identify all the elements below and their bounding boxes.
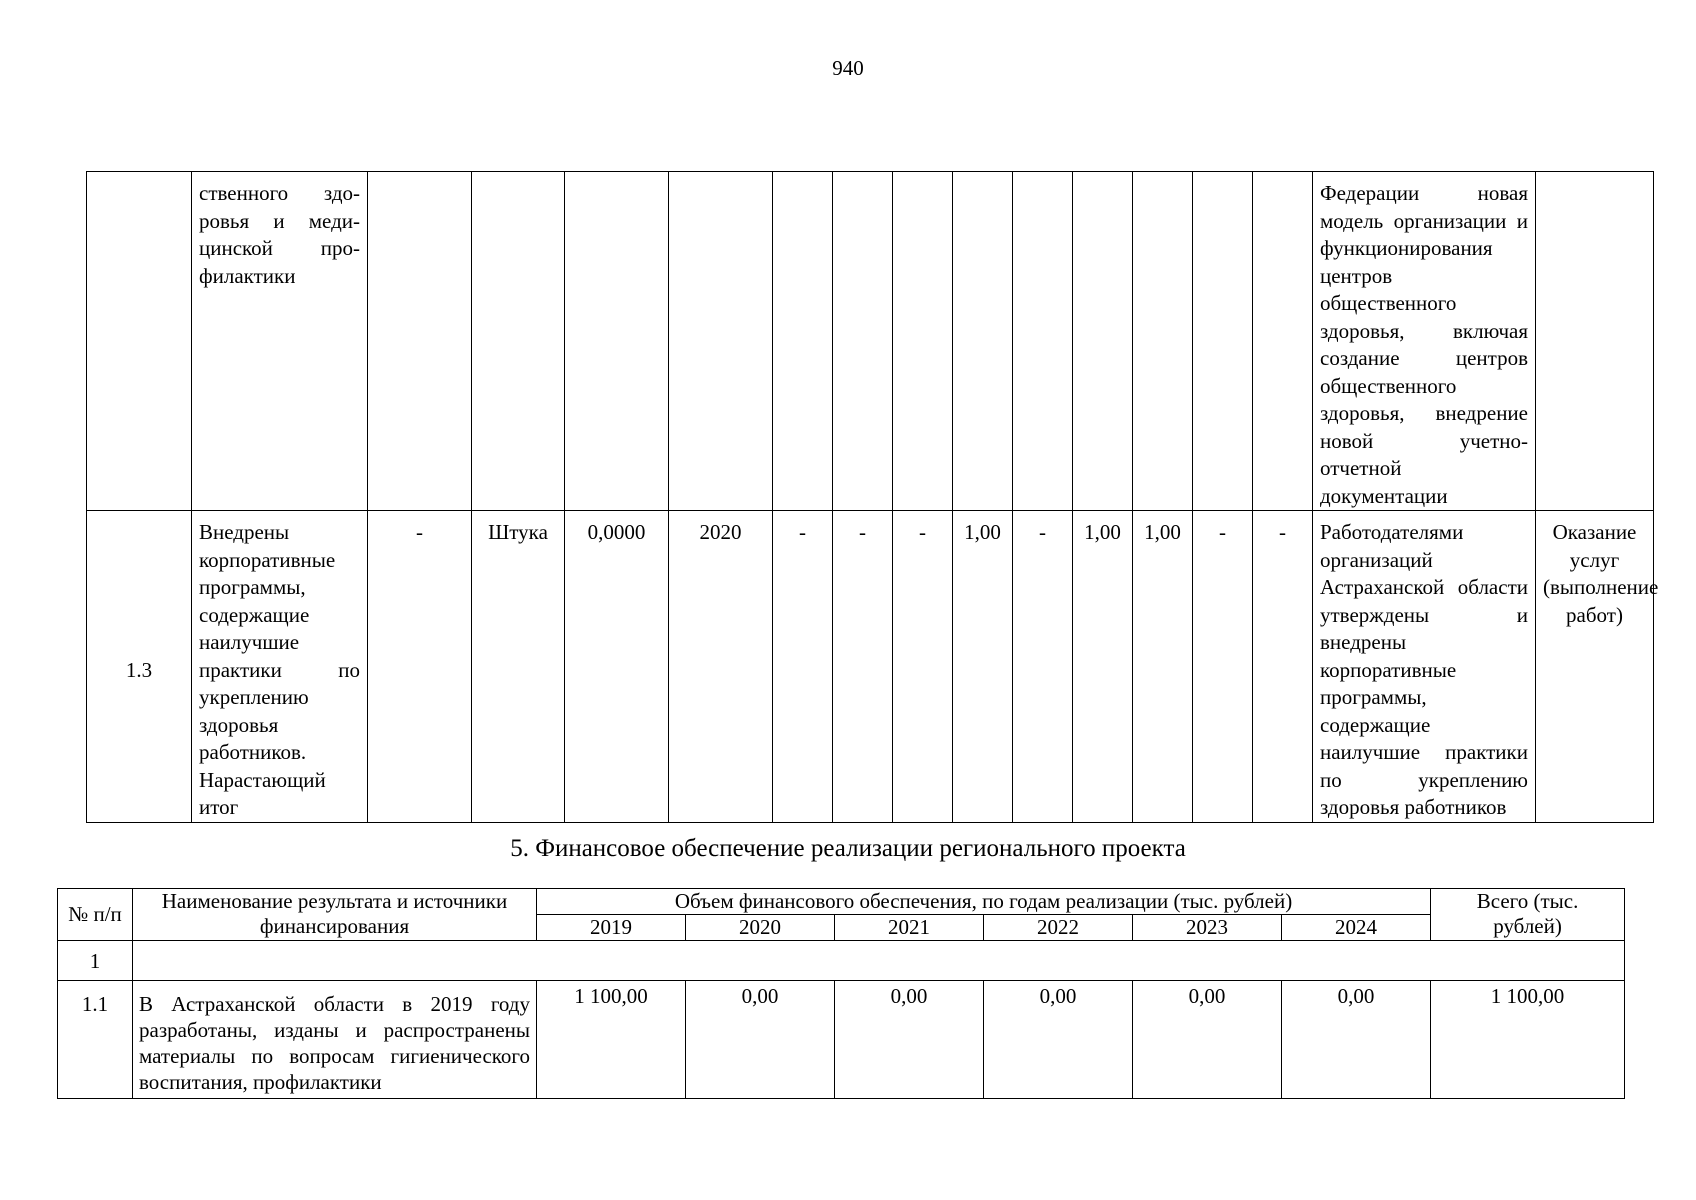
value-cell: - xyxy=(893,511,953,823)
description-cell: Работодателями организаций Астраханской области утверждены и внедрены корпоративные программы, содержащие наилучшие практики по укреплению здоровья работников xyxy=(1313,511,1536,823)
base-value-cell: 0,0000 xyxy=(565,511,669,823)
description-cell: Федерации новая модель организации и функционирования центров общественного здоровья, включая создание центров общественного здоровья, внедрение новой учетно-отчетной документации xyxy=(1313,172,1536,511)
value-cell: 1,00 xyxy=(1133,511,1193,823)
base-year-cell: 2020 xyxy=(669,511,773,823)
result-type-cell: Оказание услуг (выполнение работ) xyxy=(1536,511,1654,823)
header-volume: Объем финансового обеспечения, по годам реализации (тыс. рублей) xyxy=(537,889,1431,915)
value-cell: 0,00 xyxy=(686,981,835,1099)
value-cell: - xyxy=(1193,511,1253,823)
value-cell: 0,00 xyxy=(984,981,1133,1099)
table-row xyxy=(58,981,1625,1099)
section-title: 5. Финансовое обеспечение реализации регионального проекта xyxy=(510,835,1186,862)
header-year: 2019 xyxy=(537,915,686,941)
header-year: 2023 xyxy=(1133,915,1282,941)
name-cell xyxy=(192,172,368,511)
header-row xyxy=(58,889,1625,915)
value-cell: 1 100,00 xyxy=(537,981,686,1099)
value-cell: 0,00 xyxy=(835,981,984,1099)
header-year: 2022 xyxy=(984,915,1133,941)
num-cell: 1.3 xyxy=(87,511,192,823)
table-row xyxy=(87,172,1654,511)
name-line: филактики xyxy=(199,263,296,288)
financing-table xyxy=(57,888,1625,1099)
name-line: цинской про- xyxy=(199,236,360,260)
value-cell: 1,00 xyxy=(1073,511,1133,823)
num-cell: 1.1 xyxy=(58,981,133,1099)
num-cell xyxy=(87,172,192,511)
value-cell: - xyxy=(1013,511,1073,823)
name-line: ровья и меди- xyxy=(199,208,360,233)
header-name: Наименование результата и источники финансирования xyxy=(133,889,537,941)
total-cell: 1 100,00 xyxy=(1431,981,1625,1099)
type-cell: - xyxy=(368,511,472,823)
name-cell: В Астраханской области в 2019 году разработаны, изданы и распространены материалы по вопросам гигиенического воспитания, профилактики xyxy=(133,981,537,1099)
header-year: 2024 xyxy=(1282,915,1431,941)
indicators-table xyxy=(86,171,1659,823)
header-total: Всего (тыс. рублей) xyxy=(1431,889,1625,941)
name-cell: Внедрены корпоративные программы, содержащие наилучшие практики по укреплению здоровья работников. Нарастающий итог xyxy=(192,511,368,823)
value-cell: 0,00 xyxy=(1133,981,1282,1099)
unit-cell: Штука xyxy=(472,511,565,823)
value-cell: - xyxy=(773,511,833,823)
table-row xyxy=(87,511,1654,823)
page-number: 940 xyxy=(832,56,864,80)
section-row xyxy=(58,941,1625,981)
num-cell: 1 xyxy=(58,941,133,981)
header-year: 2021 xyxy=(835,915,984,941)
name-line: ственного здо- xyxy=(199,181,360,205)
header-year: 2020 xyxy=(686,915,835,941)
header-num: № п/п xyxy=(58,889,133,941)
value-cell: 0,00 xyxy=(1282,981,1431,1099)
value-cell: - xyxy=(1253,511,1313,823)
value-cell: 1,00 xyxy=(953,511,1013,823)
value-cell: - xyxy=(833,511,893,823)
